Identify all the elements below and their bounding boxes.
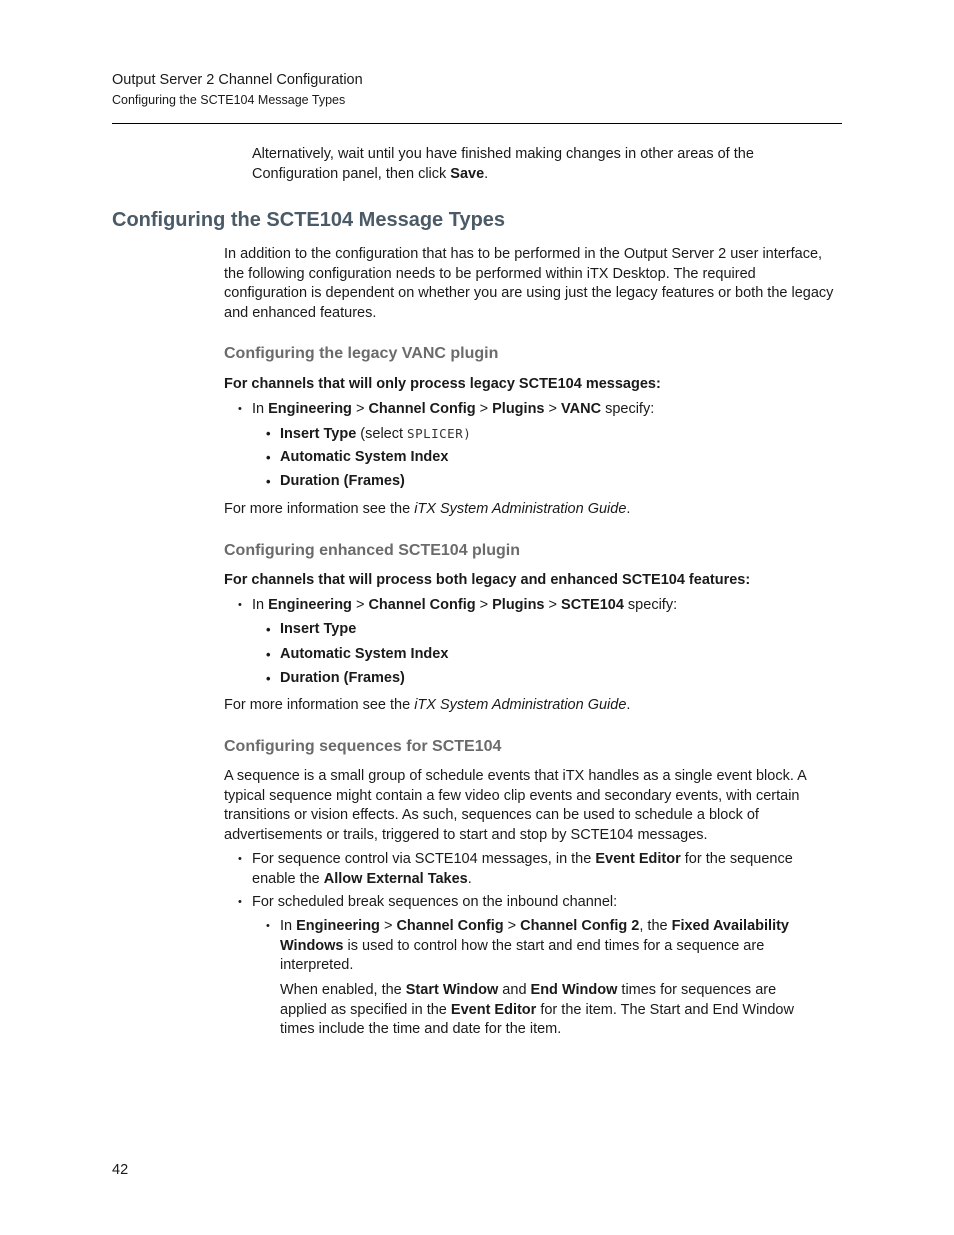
- intro-paragraph: Alternatively, wait until you have finished making changes in other areas of the Configuration panel, then click Save.: [252, 146, 754, 182]
- header-chapter-title: Output Server 2 Channel Configuration: [112, 72, 363, 88]
- bullet-icon: •: [266, 647, 271, 662]
- legacy-step: • In Engineering > Channel Config > Plugins > VANC specify:: [252, 400, 654, 420]
- bullet-icon: •: [266, 426, 271, 441]
- bullet-icon: •: [266, 474, 271, 489]
- guide-reference: iTX System Administration Guide: [414, 697, 627, 713]
- sequences-bullet-scheduled: • For scheduled break sequences on the inbound channel:: [252, 893, 617, 913]
- bullet-icon: •: [266, 622, 271, 637]
- header-section-title: Configuring the SCTE104 Message Types: [112, 93, 346, 107]
- bullet-icon: •: [238, 896, 242, 908]
- enhanced-heading: Configuring enhanced SCTE104 plugin: [224, 542, 521, 559]
- bullet-icon: •: [238, 403, 242, 415]
- section-intro-paragraph: In addition to the configuration that has to be performed in the Output Server 2 user interface, the following configuration needs to be performed within iTX Desktop. The required configuration is dependent on whether you are using just the legacy features or both the legacy and enhanced features.: [224, 246, 834, 321]
- sequences-sub-bullet-fixed: • In Engineering > Channel Config > Channel Config 2, the Fixed Availability Windows is used to control how the start and end times for a sequence are interpreted.: [266, 918, 789, 973]
- bullet-icon: •: [238, 853, 242, 865]
- enhanced-insert-type: • Insert Type: [280, 620, 356, 640]
- section-title: Configuring the SCTE104 Message Types: [112, 209, 506, 231]
- enhanced-lead: For channels that will process both legacy and enhanced SCTE104 features:: [224, 572, 751, 588]
- guide-reference: iTX System Administration Guide: [414, 501, 627, 517]
- header-divider: [112, 123, 842, 124]
- bullet-icon: •: [266, 920, 270, 932]
- sequences-bullet-control: • For sequence control via SCTE104 messages, in the Event Editor for the sequence enable the Allow External Takes.: [238, 851, 793, 887]
- page-number: 42: [112, 1162, 129, 1178]
- running-header: [112, 70, 363, 109]
- legacy-lead: For channels that will only process legacy SCTE104 messages:: [224, 376, 661, 392]
- enhanced-more-info: For more information see the iTX System Administration Guide.: [224, 697, 631, 713]
- sequences-window-paragraph: When enabled, the Start Window and End Window times for sequences are applied as specified in the Event Editor for the item. The Start and End Window times include the time and date for the item.: [280, 982, 794, 1037]
- splicer-code: SPLICER): [407, 426, 472, 441]
- sequences-heading: Configuring sequences for SCTE104: [224, 738, 502, 755]
- bullet-icon: •: [238, 599, 242, 611]
- enhanced-auto-index: • Automatic System Index: [280, 645, 448, 665]
- legacy-duration: • Duration (Frames): [280, 472, 405, 492]
- save-term: Save: [450, 165, 485, 182]
- legacy-insert-type: • Insert Type (select SPLICER): [266, 426, 472, 442]
- sequences-paragraph: A sequence is a small group of schedule events that iTX handles as a single event block. A typical sequence might contain a few video clip events and secondary events, with certain transitions or vision effects. As such, sequences can be used to schedule a block of advertisements or trails, triggered to start and stop by SCTE104 messages.: [224, 768, 806, 843]
- enhanced-duration: • Duration (Frames): [280, 669, 405, 689]
- bullet-icon: •: [266, 450, 271, 465]
- legacy-heading: Configuring the legacy VANC plugin: [224, 345, 499, 362]
- legacy-more-info: For more information see the iTX System Administration Guide.: [224, 501, 631, 517]
- bullet-icon: •: [266, 671, 271, 686]
- enhanced-step: • In Engineering > Channel Config > Plugins > SCTE104 specify:: [252, 596, 677, 616]
- legacy-auto-index: • Automatic System Index: [280, 448, 448, 468]
